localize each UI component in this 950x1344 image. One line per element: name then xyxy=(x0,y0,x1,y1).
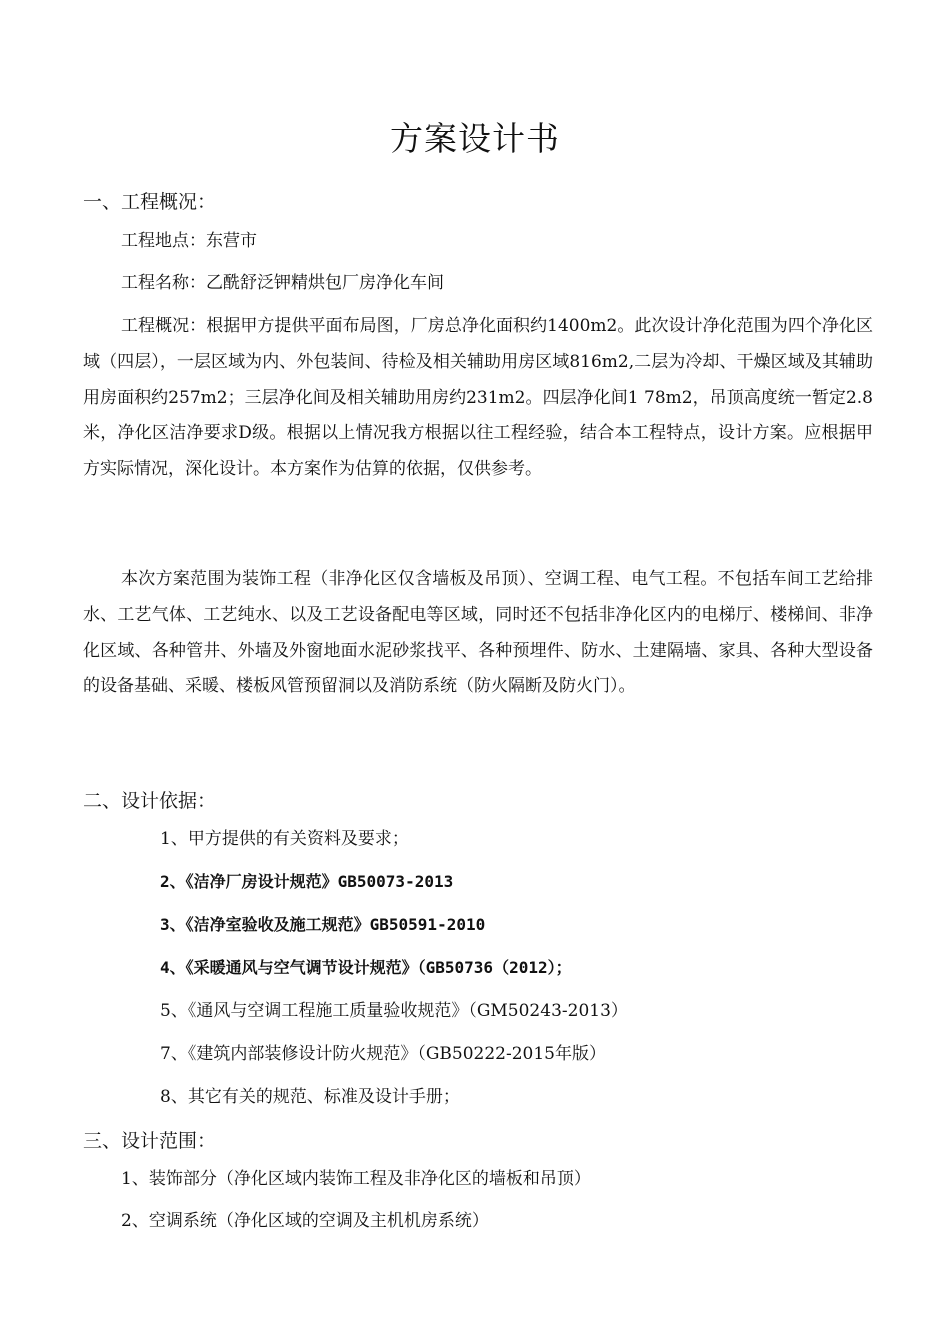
document-title: 方案设计书 xyxy=(390,119,560,158)
basis-item: 4、《采暖通风与空气调节设计规范》（GB50736（2012）； xyxy=(160,958,572,977)
basis-item: 2、《洁净厂房设计规范》GB50073-2013 xyxy=(160,872,454,891)
project-name: 工程名称：乙酰舒泛钾精烘包厂房净化车间 xyxy=(121,273,444,293)
project-overview-paragraph: 工程概况：根据甲方提供平面布局图，厂房总净化面积约1400m2。此次设计净化范围为四个净化区域（四层），一层区域为内、外包装间、待检及相关辅助用房区域816m2,二层为冷却、干燥区域及其辅助用房面积约257m2；三层净化间及相关辅助用房约231m2。四层净化间1 78m2，吊顶高度统一暂定2.8米，净化区洁净要求D级。根据以上情况我方根据以往工程经验，结合本工程特点，设计方案。应根据甲方实际情况，深化设计。本方案作为估算的依据，仅供参考。 xyxy=(83,316,873,480)
project-location: 工程地点：东营市 xyxy=(121,231,257,251)
basis-item: 5、《通风与空调工程施工质量验收规范》（GM50243-2013） xyxy=(160,1001,628,1021)
scope-paragraph: 本次方案范围为装饰工程（非净化区仅含墙板及吊顶）、空调工程、电气工程。不包括车间工艺给排水、工艺气体、工艺纯水、以及工艺设备配电等区域，同时还不包括非净化区内的电梯厅、楼梯间、非净化区域、各种管井、外墙及外窗地面水泥砂浆找平、各种预埋件、防水、土建隔墙、家具、各种大型设备的设备基础、采暖、楼板风管预留洞以及消防系统（防火隔断及防火门）。 xyxy=(83,569,873,697)
basis-item: 3、《洁净室验收及施工规范》GB50591-2010 xyxy=(160,915,486,934)
section-2-heading: 二、设计依据： xyxy=(83,790,217,812)
section-3-heading: 三、设计范围： xyxy=(83,1130,217,1152)
scope-item: 2、空调系统（净化区域的空调及主机机房系统） xyxy=(121,1211,489,1231)
basis-item: 1、甲方提供的有关资料及要求； xyxy=(160,829,409,849)
scope-item: 1、装饰部分（净化区域内装饰工程及非净化区的墙板和吊顶） xyxy=(121,1169,591,1189)
basis-item: 8、其它有关的规范、标准及设计手册； xyxy=(160,1087,460,1107)
basis-item: 7、《建筑内部装修设计防火规范》（GB50222-2015年版） xyxy=(160,1044,606,1064)
section-1-heading: 一、工程概况： xyxy=(83,191,217,213)
